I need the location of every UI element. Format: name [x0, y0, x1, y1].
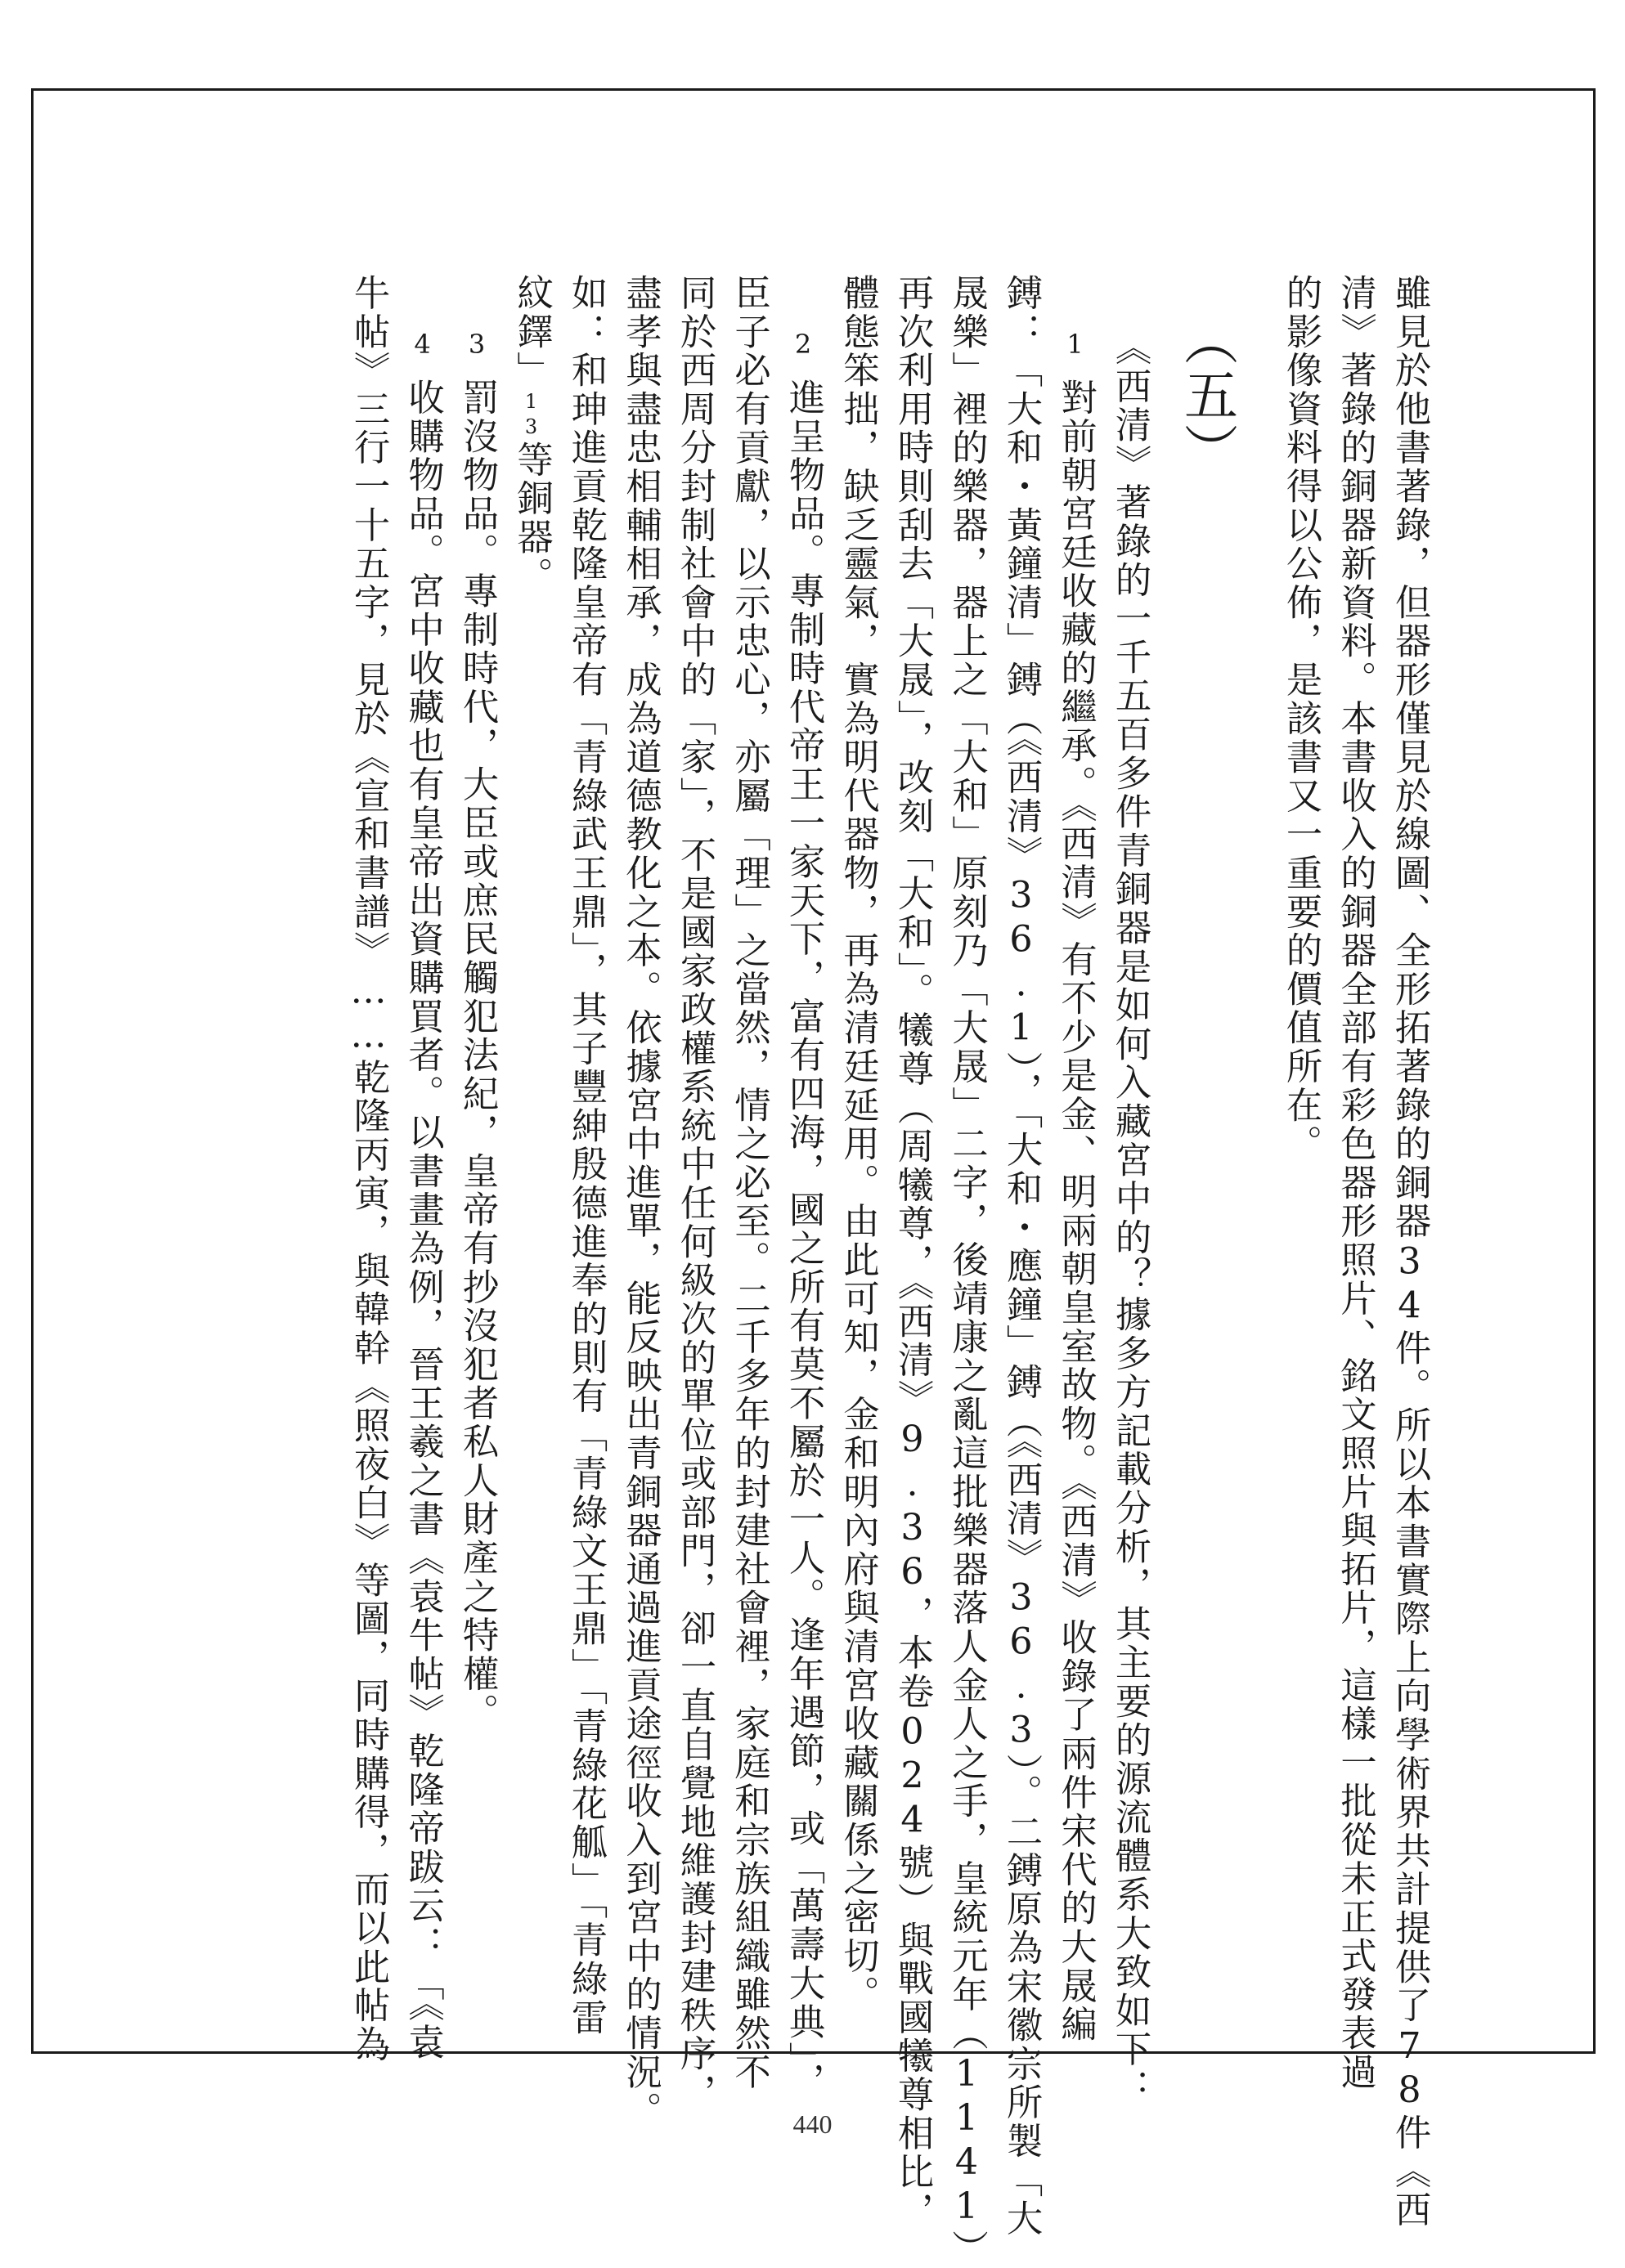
footnote-reference[interactable]: 13: [519, 389, 543, 441]
intro-paragraph: 《西清》著錄的一千五百多件青銅器是如何入藏宮中的？據多方記載分析，其主要的源流體系大致如下：: [1109, 329, 1151, 2108]
text-column: 的影像資料得以公佈，是該書又一重要的價值所在。: [1280, 274, 1322, 1163]
list-item-number: 1: [1059, 329, 1091, 362]
text-column: 同於西周分封制社會中的「家」，不是國家政權系統中任何級次的單位或部門，卻一直自覺地維護封建秩序，: [674, 274, 716, 2113]
list-item-4-first-line: [386, 274, 444, 2063]
text-column: [495, 274, 553, 2007]
text-column: 雖見於他書著錄，但器形僅見於線圖、全形拓著錄的銅器34件。所以本書實際上向學術界共計提供了78件《西: [1389, 274, 1430, 2230]
list-item-3-first-line: [441, 274, 496, 2007]
text-column: 如：和珅進貢乾隆皇帝有「青綠武王鼎」，其子豐紳殷德進奉的則有「青綠文王鼎」「青綠花觚」「青綠雷: [565, 274, 607, 2037]
list-item-number: 2: [788, 329, 819, 362]
list-item-text: 等銅器。: [510, 440, 553, 596]
list-item-number: 4: [406, 329, 438, 362]
text-column: 體態笨拙，缺乏靈氣，實為明代器物，再為清廷延用。由此可知，金和明內府與清宮收藏關係之密切。: [837, 274, 879, 2015]
list-item-text: 對前朝宮廷收藏的繼承。《西清》有不少是金、明兩朝皇室故物。《西清》收錄了兩件宋代的大晟編: [1054, 379, 1097, 2044]
text-column: 晟樂」裡的樂器，器上之「大和」原刻乃「大晟」二字，後靖康之亂這批樂器落人金人之手，皇統元年（1141）: [945, 274, 988, 2268]
section-heading: （五）: [1174, 312, 1238, 478]
page-number: 440: [792, 2109, 833, 2139]
text-column: 臣子必有貢獻，以示忠心，亦屬「理」之當然，情之必至。二千多年的封建社會裡，家庭和宗族組織雖然不: [728, 274, 770, 2092]
text-column: 鎛：「大和・黃鐘清」鎛（《西清》36.1），「大和・應鐘」鎛（《西清》36.3）。二鎛原為宋徽宗所製「大: [1000, 274, 1042, 2239]
text-column: 盡孝與盡忠相輔相承，成為道德教化之本。依據宮中進單，能反映出青銅器通過進貢途徑收入到宮中的情況。: [619, 274, 662, 2131]
list-item-text: 收購物品。宮中收藏也有皇帝出資購買者。以書畫為例，晉王羲之書《袁牛帖》乾隆帝跋云：「《袁: [402, 379, 444, 2063]
text-column: 再次利用時則刮去「大晟」，改刻「大和」。犧尊（周犧尊，《西清》9.36，本卷024號）與戰國犧尊相比，: [891, 274, 933, 2230]
list-item-number: 3: [461, 329, 492, 362]
list-item-text: 紋鐸」: [510, 274, 553, 390]
text-column: 牛帖》三行一十五字，見於《宣和書譜》……乾隆丙寅，與韓幹《照夜白》等圖，同時購得，而以此帖為: [348, 274, 389, 2064]
list-item-1-first-line: [1039, 274, 1097, 2044]
list-item-2-first-line: [767, 274, 824, 2101]
text-column: 清》著錄的銅器新資料。本書收入的銅器全部有彩色器形照片、銘文照片與拓片，這樣一批從未正式發表過: [1334, 274, 1376, 2092]
list-item-text: 罰沒物品。專制時代，大臣或庶民觸犯法紀，皇帝有抄沒犯者私人財產之特權。: [456, 379, 498, 1732]
list-item-text: 進呈物品。專制時代帝王一家天下，富有四海，國之所有莫不屬於一人。逢年遇節，或「萬壽大典」，: [783, 379, 824, 2101]
